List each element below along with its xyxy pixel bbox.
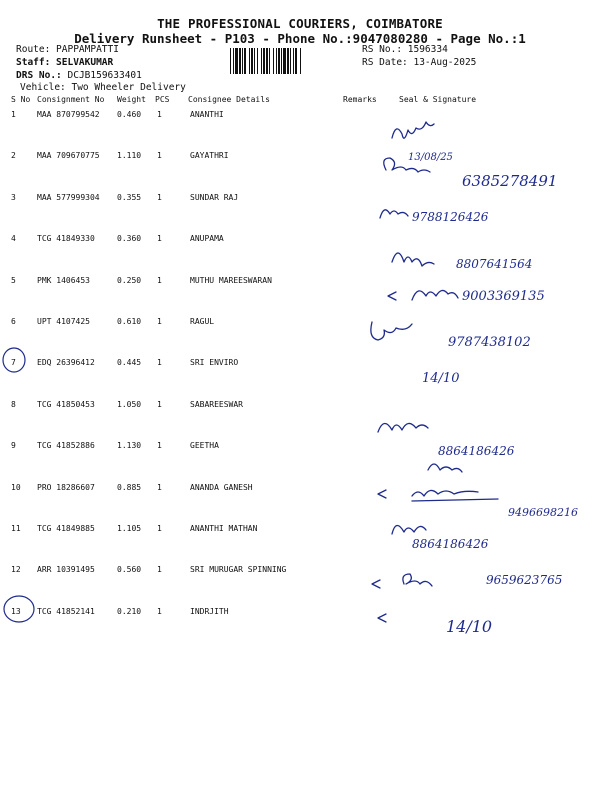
col-pcs: PCS bbox=[155, 95, 170, 104]
row-pcs: 1 bbox=[157, 358, 162, 368]
table-row bbox=[0, 317, 600, 357]
row-consignee: RAGUL bbox=[190, 317, 215, 326]
row-pcs: 1 bbox=[157, 110, 162, 119]
row-pcs: 1 bbox=[157, 606, 162, 616]
row-pcs: 1 bbox=[157, 234, 162, 244]
row-sno: 12 bbox=[11, 565, 21, 575]
table-row bbox=[0, 524, 600, 564]
row-pcs: 1 bbox=[157, 399, 162, 409]
table-row bbox=[0, 441, 600, 481]
row-weight: 1.110 bbox=[117, 151, 142, 161]
table-row bbox=[0, 276, 600, 316]
drs-value: DCJB159633401 bbox=[67, 70, 142, 81]
row-consignment-no: TCG 41849885 bbox=[37, 524, 95, 533]
row-consignee: ANANTHI MATHAN bbox=[190, 524, 258, 533]
table-row bbox=[0, 358, 600, 398]
row-consignment-no: PRO 18286607 bbox=[37, 482, 95, 492]
row-sno: 6 bbox=[11, 317, 16, 326]
col-remarks: Remarks bbox=[343, 95, 377, 104]
col-sno: S No bbox=[11, 95, 31, 104]
row-sno: 3 bbox=[11, 192, 16, 202]
row-pcs: 1 bbox=[157, 524, 162, 533]
row-consignment-no: MAA 709670775 bbox=[37, 151, 100, 161]
col-consignee: Consignee Details bbox=[188, 95, 270, 104]
barcode bbox=[230, 48, 354, 74]
runsheet-subtitle: Delivery Runsheet - P103 - Phone No.:9047080280 - Page No.:1 bbox=[74, 31, 526, 46]
row-weight: 0.460 bbox=[117, 110, 142, 119]
row-sno: 7 bbox=[11, 358, 16, 368]
row-sno: 1 bbox=[11, 110, 16, 119]
row-weight: 1.050 bbox=[117, 399, 142, 409]
drs-number bbox=[16, 70, 142, 81]
row-consignment-no: MAA 577999304 bbox=[37, 192, 100, 202]
row-sno: 11 bbox=[11, 524, 21, 533]
route-label: Route: PAPPAMPATTI bbox=[16, 44, 119, 55]
hand-phone-9: 8864186426 bbox=[438, 444, 515, 458]
drs-label: DRS No.: bbox=[16, 70, 62, 81]
vehicle-label: Vehicle: Two Wheeler Delivery bbox=[20, 82, 186, 93]
company-title: THE PROFESSIONAL COURIERS, COIMBATORE bbox=[157, 16, 443, 31]
row-weight: 0.560 bbox=[117, 565, 142, 575]
row-weight: 0.445 bbox=[117, 358, 142, 368]
row-pcs: 1 bbox=[157, 441, 162, 451]
hand-phone-4: 8807641564 bbox=[456, 257, 533, 271]
row-consignee: SUNDAR RAJ bbox=[190, 192, 239, 202]
row-weight: 0.360 bbox=[117, 234, 142, 244]
rs-date: RS Date: 13-Aug-2025 bbox=[362, 57, 477, 68]
row-weight: 0.210 bbox=[117, 606, 142, 616]
hand-phone-12: 9659623765 bbox=[486, 573, 563, 587]
staff-label: Staff: SELVAKUMAR bbox=[16, 57, 114, 68]
row-consignee: SRI ENVIRO bbox=[190, 358, 239, 368]
row-consignee: MUTHU MAREESWARAN bbox=[190, 275, 272, 285]
hand-phone-2: 6385278491 bbox=[462, 172, 558, 190]
hand-phone-11: 8864186426 bbox=[412, 537, 489, 551]
table-row bbox=[0, 607, 600, 647]
row-consignee: INDRJITH bbox=[190, 606, 229, 616]
hand-phone-6: 9787438102 bbox=[448, 335, 531, 350]
row-consignment-no: MAA 870799542 bbox=[37, 110, 100, 119]
row-sno: 5 bbox=[11, 275, 16, 285]
rs-number: RS No.: 1596334 bbox=[362, 44, 448, 55]
row-consignment-no: EDQ 26396412 bbox=[37, 358, 95, 368]
row-weight: 1.130 bbox=[117, 441, 142, 451]
row-consignment-no: UPT 4107425 bbox=[37, 317, 90, 326]
row-sno: 2 bbox=[11, 151, 16, 161]
row-consignee: ANANTHI bbox=[190, 110, 224, 119]
col-weight: Weight bbox=[117, 95, 146, 104]
row-sno: 4 bbox=[11, 234, 16, 244]
row-pcs: 1 bbox=[157, 275, 162, 285]
row-consignee: GEETHA bbox=[190, 441, 219, 451]
col-consignment: Consignment No bbox=[37, 95, 105, 104]
hand-date-1: 13/08/25 bbox=[408, 152, 453, 163]
row-consignment-no: TCG 41849330 bbox=[37, 234, 95, 244]
row-sno: 13 bbox=[11, 606, 21, 616]
row-pcs: 1 bbox=[157, 151, 162, 161]
hand-phone-10: 9496698216 bbox=[508, 506, 578, 519]
table-row bbox=[0, 400, 600, 440]
row-pcs: 1 bbox=[157, 482, 162, 492]
row-consignment-no: TCG 41852886 bbox=[37, 441, 95, 451]
table-row bbox=[0, 110, 600, 150]
row-consignment-no: PMK 1406453 bbox=[37, 275, 90, 285]
row-weight: 0.250 bbox=[117, 275, 142, 285]
row-weight: 1.105 bbox=[117, 524, 142, 533]
col-seal-signature: Seal & Signature bbox=[399, 95, 477, 104]
table-row bbox=[0, 193, 600, 233]
row-sno: 10 bbox=[11, 482, 21, 492]
row-weight: 0.610 bbox=[117, 317, 142, 326]
row-consignment-no: TCG 41852141 bbox=[37, 606, 95, 616]
row-consignment-no: ARR 10391495 bbox=[37, 565, 95, 575]
row-weight: 0.355 bbox=[117, 192, 142, 202]
table-row bbox=[0, 234, 600, 274]
table-row bbox=[0, 483, 600, 523]
row-consignee: SABAREESWAR bbox=[190, 399, 243, 409]
hand-phone-3: 9788126426 bbox=[412, 210, 489, 224]
hand-phone-5: 9003369135 bbox=[462, 289, 545, 304]
row-pcs: 1 bbox=[157, 317, 162, 326]
row-pcs: 1 bbox=[157, 565, 162, 575]
table-row bbox=[0, 151, 600, 191]
hand-note-13: 14/10 bbox=[446, 617, 493, 636]
row-consignee: ANANDA GANESH bbox=[190, 482, 253, 492]
row-consignee: GAYATHRI bbox=[190, 151, 229, 161]
row-pcs: 1 bbox=[157, 192, 162, 202]
row-weight: 0.885 bbox=[117, 482, 142, 492]
hand-note-7: 14/10 bbox=[422, 371, 460, 386]
table-row bbox=[0, 565, 600, 605]
row-consignment-no: TCG 41850453 bbox=[37, 399, 95, 409]
row-consignee: SRI MURUGAR SPINNING bbox=[190, 565, 287, 575]
row-consignee: ANUPAMA bbox=[190, 234, 224, 244]
row-sno: 8 bbox=[11, 399, 16, 409]
row-sno: 9 bbox=[11, 441, 16, 451]
